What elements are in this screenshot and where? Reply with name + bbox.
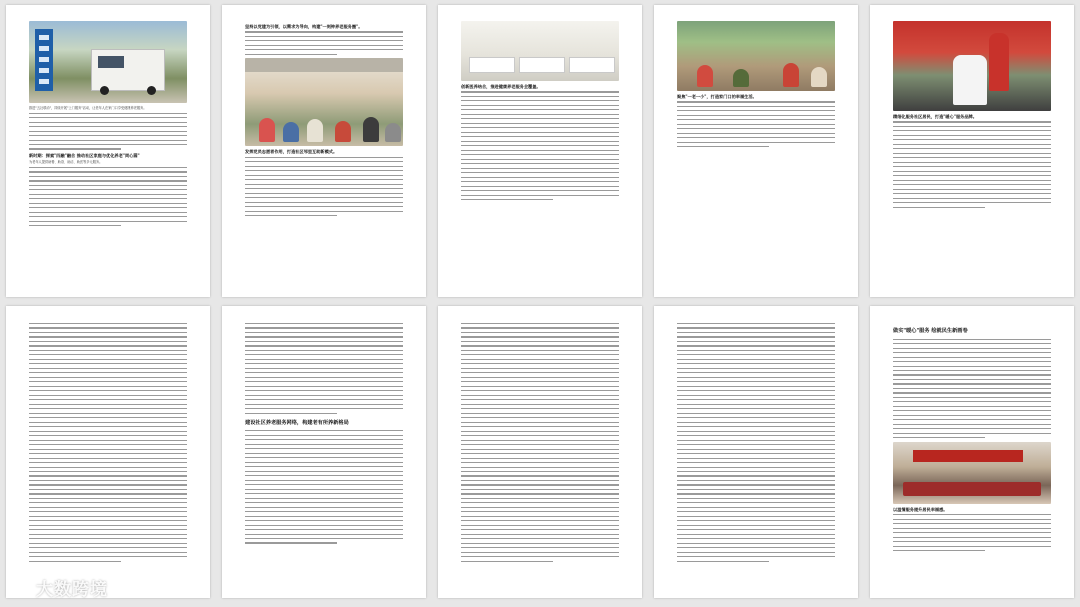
document-page-7[interactable] xyxy=(222,306,426,598)
body-text-lines xyxy=(893,514,1051,551)
infinity-logo-icon xyxy=(12,579,32,595)
document-page-8[interactable] xyxy=(438,306,642,598)
section-heading: 聚焦"一老一小"，打造家门口的幸福生活。 xyxy=(677,94,757,99)
document-page-5[interactable] xyxy=(870,5,1074,297)
body-text-lines xyxy=(893,121,1051,207)
section-title: 建设社区养老服务网络，构建老有所养新格局 xyxy=(245,419,349,426)
section-title: 做实"暖心"服务 绘就民生新画卷 xyxy=(893,328,968,334)
section-heading: 发挥党员志愿者作用，打造社区邻里互助新模式。 xyxy=(245,149,338,155)
document-page-1[interactable] xyxy=(6,5,210,297)
watermark-text: 大数跨境 xyxy=(36,579,108,600)
photo-volunteers xyxy=(245,58,403,146)
body-text-lines xyxy=(245,323,403,414)
photo-vegetable-market xyxy=(677,21,835,91)
body-text-lines xyxy=(677,323,835,562)
blue-signboard xyxy=(35,29,53,91)
body-text-lines xyxy=(29,323,187,562)
document-page-2[interactable] xyxy=(222,5,426,297)
photo-community-meeting xyxy=(893,442,1051,504)
photo-service-truck xyxy=(29,21,187,103)
body-text-lines xyxy=(461,323,619,562)
document-page-3[interactable] xyxy=(438,5,642,297)
photo-care-room xyxy=(461,21,619,81)
paragraph: 推进"五社联动"，持续开展"上门服务"活动，让老年人在家门口享受便捷养老服务。 xyxy=(29,106,147,110)
section-heading: 坚持以党建为引领，以需求为导向，构建"一刻钟养老服务圈"。 xyxy=(245,24,363,29)
body-text-lines xyxy=(461,91,619,200)
service-vehicle xyxy=(91,49,165,91)
document-page-6[interactable] xyxy=(6,306,210,598)
document-page-4[interactable] xyxy=(654,5,858,297)
document-page-10[interactable] xyxy=(870,306,1074,598)
document-page-9[interactable] xyxy=(654,306,858,598)
body-text-lines xyxy=(893,339,1051,439)
body-text-lines xyxy=(245,157,403,216)
body-text-lines xyxy=(29,167,187,226)
body-text-lines xyxy=(677,101,835,147)
body-text-lines xyxy=(245,430,403,543)
watermark xyxy=(12,576,108,598)
section-heading: 新时期：探索"四融"融合 推动社区家庭与优化养老"同心圆" xyxy=(29,152,140,158)
body-text-lines xyxy=(245,31,403,55)
photo-free-haircut xyxy=(893,21,1051,111)
section-heading: 精细化服务社区居民，打造"暖心"服务品牌。 xyxy=(893,114,977,119)
body-text-lines xyxy=(29,113,187,150)
section-heading: 以温情服务提升居民幸福感。 xyxy=(893,506,948,512)
paragraph: 为老年人提供助餐、助浴、助洁、助医等多元服务。 xyxy=(29,160,103,165)
section-heading: 创新医养结合，推进健康养老服务全覆盖。 xyxy=(461,84,541,89)
